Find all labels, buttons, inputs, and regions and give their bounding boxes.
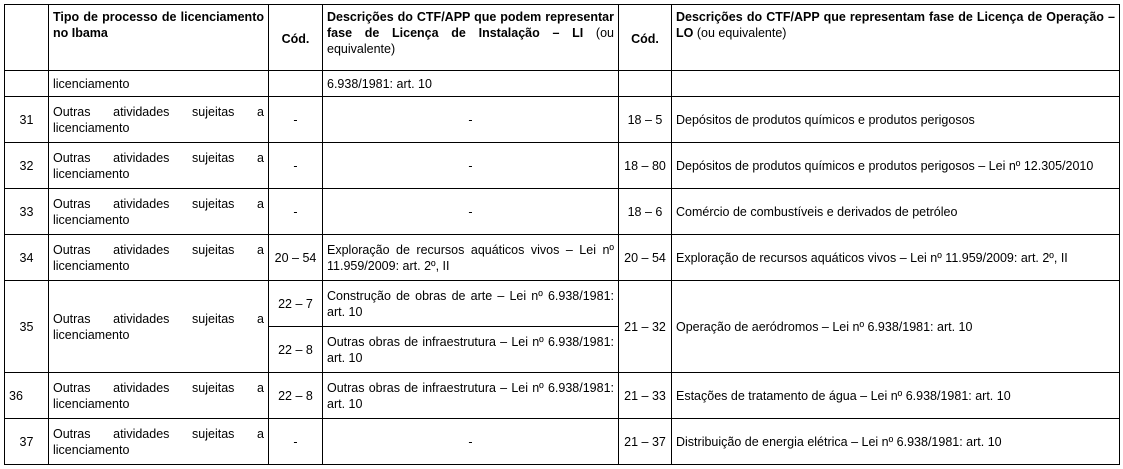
cell-li: - xyxy=(323,189,619,235)
cell-num: 34 xyxy=(5,235,49,281)
cell-li: Outras obras de infraestrutura – Lei nº 6.938/1981: art. 10 xyxy=(323,373,619,419)
cell-lo: Depósitos de produtos químicos e produtos perigosos xyxy=(672,97,1120,143)
cell-cod1: 22 – 8 xyxy=(269,327,323,373)
cell-li: Exploração de recursos aquáticos vivos – Lei nº 11.959/2009: art. 2º, II xyxy=(323,235,619,281)
cell-cod2: 18 – 6 xyxy=(619,189,672,235)
cell-num: 33 xyxy=(5,189,49,235)
cell-cod1: 22 – 7 xyxy=(269,281,323,327)
cell-li: Construção de obras de arte – Lei nº 6.938/1981: art. 10 xyxy=(323,281,619,327)
header-cod2: Cód. xyxy=(619,5,672,71)
cell-num: 35 xyxy=(5,281,49,373)
cell-cod1 xyxy=(269,71,323,97)
table-row xyxy=(5,189,1120,235)
cell-cod1: - xyxy=(269,189,323,235)
cell-cod2 xyxy=(619,71,672,97)
cell-lo xyxy=(672,71,1120,97)
header-tipo: Tipo de processo de licenciamento no Ibama xyxy=(49,5,269,71)
header-li: Descrições do CTF/APP que podem representar fase de Licença de Instalação – LI (ou equivalente) xyxy=(323,5,619,71)
cell-li: - xyxy=(323,143,619,189)
cell-cod1: 22 – 8 xyxy=(269,373,323,419)
cell-cod1: 20 – 54 xyxy=(269,235,323,281)
cell-num: 37 xyxy=(5,419,49,465)
cell-tipo: Outras atividades sujeitas a licenciamento xyxy=(49,281,269,373)
cell-num: 32 xyxy=(5,143,49,189)
cell-cod2: 21 – 32 xyxy=(619,281,672,373)
cell-cod2: 18 – 5 xyxy=(619,97,672,143)
cell-cod2: 18 – 80 xyxy=(619,143,672,189)
cell-li: - xyxy=(323,97,619,143)
cell-num: 36 xyxy=(5,373,49,419)
cell-cod2: 21 – 33 xyxy=(619,373,672,419)
cell-tipo: Outras atividades sujeitas a licenciamento xyxy=(49,419,269,465)
cell-cod1: - xyxy=(269,97,323,143)
header-lo: Descrições do CTF/APP que representam fase de Licença de Operação – LO (ou equivalente) xyxy=(672,5,1120,71)
cell-lo: Exploração de recursos aquáticos vivos – Lei nº 11.959/2009: art. 2º, II xyxy=(672,235,1120,281)
header-num xyxy=(5,5,49,71)
cell-cod2: 20 – 54 xyxy=(619,235,672,281)
cell-num xyxy=(5,71,49,97)
cell-li: 6.938/1981: art. 10 xyxy=(323,71,619,97)
cell-tipo: Outras atividades sujeitas a licenciamento xyxy=(49,235,269,281)
cell-tipo: Outras atividades sujeitas a licenciamento xyxy=(49,189,269,235)
cell-cod1: - xyxy=(269,143,323,189)
cell-lo: Depósitos de produtos químicos e produtos perigosos – Lei nº 12.305/2010 xyxy=(672,143,1120,189)
licensing-table xyxy=(4,4,1120,465)
table-row xyxy=(5,281,1120,327)
header-row xyxy=(5,5,1120,71)
cell-li: - xyxy=(323,419,619,465)
cell-lo: Distribuição de energia elétrica – Lei nº 6.938/1981: art. 10 xyxy=(672,419,1120,465)
cell-tipo: licenciamento xyxy=(49,71,269,97)
cell-lo: Comércio de combustíveis e derivados de petróleo xyxy=(672,189,1120,235)
continuation-row xyxy=(5,71,1120,97)
table-row xyxy=(5,97,1120,143)
cell-cod1: - xyxy=(269,419,323,465)
header-cod1: Cód. xyxy=(269,5,323,71)
table-row xyxy=(5,373,1120,419)
table-row xyxy=(5,143,1120,189)
cell-lo: Estações de tratamento de água – Lei nº 6.938/1981: art. 10 xyxy=(672,373,1120,419)
cell-tipo: Outras atividades sujeitas a licenciamento xyxy=(49,373,269,419)
cell-lo: Operação de aeródromos – Lei nº 6.938/1981: art. 10 xyxy=(672,281,1120,373)
cell-num: 31 xyxy=(5,97,49,143)
cell-li: Outras obras de infraestrutura – Lei nº 6.938/1981: art. 10 xyxy=(323,327,619,373)
cell-tipo: Outras atividades sujeitas a licenciamento xyxy=(49,143,269,189)
table-row xyxy=(5,419,1120,465)
table-row xyxy=(5,235,1120,281)
cell-cod2: 21 – 37 xyxy=(619,419,672,465)
cell-tipo: Outras atividades sujeitas a licenciamento xyxy=(49,97,269,143)
